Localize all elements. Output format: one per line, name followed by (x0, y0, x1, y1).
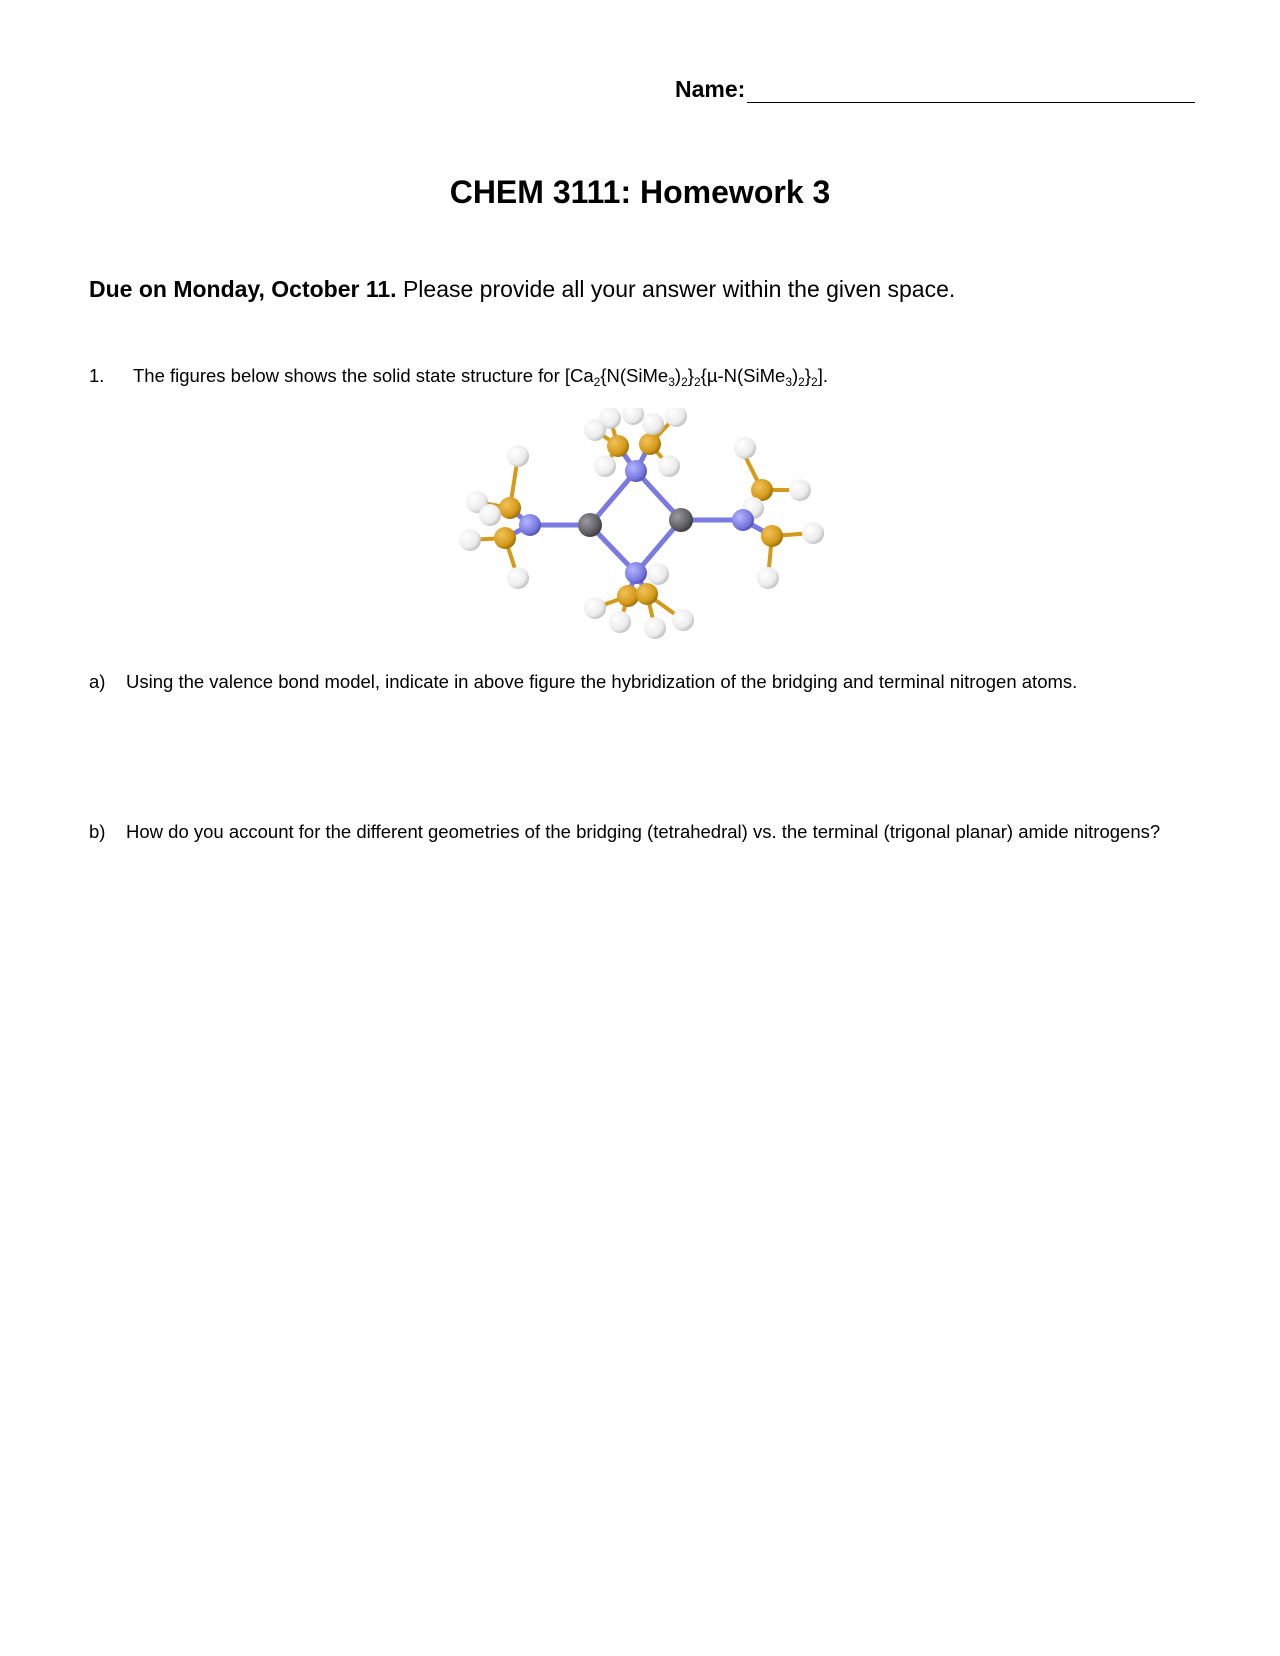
name-label: Name: (675, 76, 746, 102)
question-1-number: 1. (89, 365, 105, 386)
subscript: 2 (693, 375, 701, 389)
hydrogen-atom (802, 522, 824, 544)
hydrogen-atom (507, 567, 529, 589)
due-date: Due on Monday, October 11. (89, 276, 397, 302)
hydrogen-atom (644, 617, 666, 639)
molecule-figure (440, 408, 860, 648)
name-underline (747, 78, 1195, 103)
calcium-atoms (578, 508, 693, 537)
hydrogen-atom (642, 413, 664, 435)
calcium-atom (669, 508, 693, 532)
question-1-text-part: {µ-N(SiMe (700, 365, 786, 386)
calcium-atom (578, 513, 602, 537)
terminal-nitrogen-atom (519, 514, 541, 536)
silicon-atom (761, 525, 783, 547)
hydrogen-atom (622, 408, 644, 425)
hydrogen-atom (672, 609, 694, 631)
silicon-atom (607, 435, 629, 457)
part-a-text: Using the valence bond model, indicate in above figure the hybridization of the bridging and terminal nitrogen atoms. (126, 671, 1078, 692)
subscript: 2 (811, 375, 818, 389)
part-b-text: How do you account for the different geometries of the bridging (tetrahedral) vs. the terminal (trigonal planar) amide nitrogens? (126, 821, 1161, 842)
hydrogen-atom (658, 455, 680, 477)
question-1-text-part: The figures below shows the solid state structure for [Ca (133, 365, 594, 386)
question-1-text-part: ) (792, 365, 799, 386)
hydrogen-atom (647, 563, 669, 585)
hydrogen-atom (734, 437, 756, 459)
part-b-label: b) (89, 821, 106, 842)
hydrogen-atom (479, 504, 501, 526)
hydrogen-atom (789, 479, 811, 501)
question-1-text-part: {N(SiMe (600, 365, 669, 386)
question-1-text-part: ) (674, 365, 682, 386)
hydrogen-atom (584, 597, 606, 619)
silicon-atom (639, 433, 661, 455)
subscript: 2 (798, 375, 805, 389)
subscript: 3 (668, 375, 675, 389)
subscript: 3 (785, 375, 792, 389)
silicon-atom (636, 583, 658, 605)
silicon-atom (494, 527, 516, 549)
question-1-text-part: } (804, 365, 812, 386)
question-1-text-part: } (687, 365, 694, 386)
name-field (675, 76, 1195, 103)
question-1-text (133, 363, 828, 389)
hydrogen-atom (757, 567, 779, 589)
silicon-atom (617, 585, 639, 607)
bridging-nitrogen-atom (625, 460, 647, 482)
hydrogen-atom (584, 419, 606, 441)
question-1-text-part: ]. (817, 365, 829, 386)
hydrogen-atom (507, 445, 529, 467)
due-statement (89, 276, 955, 303)
page-title: CHEM 3111: Homework 3 (449, 174, 831, 210)
subscript: 2 (681, 375, 688, 389)
hydrogen-atom (594, 455, 616, 477)
bridging-nitrogen-atom (625, 562, 647, 584)
hydrogen-atom (459, 529, 481, 551)
due-instructions: Please provide all your answer within the given space. (396, 276, 956, 302)
silicon-atom (499, 497, 521, 519)
subscript: 2 (593, 375, 601, 389)
part-a-label: a) (89, 671, 106, 692)
terminal-nitrogen-atom (732, 509, 754, 531)
hydrogen-atom (609, 611, 631, 633)
